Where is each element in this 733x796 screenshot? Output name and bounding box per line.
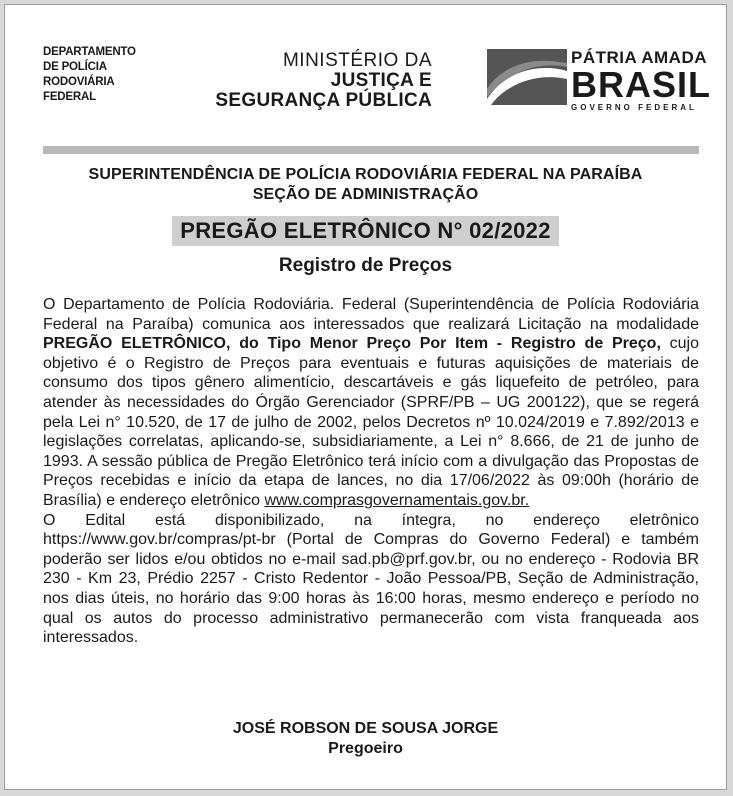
paragraph-1-intro: O Departamento de Polícia Rodoviária. Federal (Superintendência de Polícia Rodoviária Federal na Paraíba) comunica aos interessados que realizará Licitação na modalidade bbox=[43, 296, 699, 333]
ministry-line-2: JUSTIÇA E bbox=[330, 70, 432, 91]
superintendence-title: SUPERINTENDÊNCIA DE POLÍCIA RODOVIÁRIA FEDERAL NA PARAÍBA bbox=[88, 166, 643, 183]
brand-line-1: PÁTRIA AMADA bbox=[571, 48, 708, 67]
notice-heading bbox=[5, 165, 726, 277]
signatory-name: JOSÉ ROBSON DE SOUSA JORGE bbox=[232, 720, 499, 737]
ministry-name bbox=[215, 51, 432, 111]
brasil-government-logo-icon bbox=[487, 49, 567, 105]
ministry-line-1: MINISTÉRIO DA bbox=[282, 50, 432, 71]
compras-link[interactable]: www.comprasgovernamentais.gov.br. bbox=[264, 491, 530, 509]
department-name bbox=[43, 45, 136, 105]
brand-line-3: GOVERNO FEDERAL bbox=[571, 103, 697, 112]
modality-text: PREGÃO ELETRÔNICO, do Tipo Menor Preço Por Item - Registro de Preço, bbox=[43, 335, 661, 353]
notice-body bbox=[43, 295, 699, 648]
department-line: FEDERAL bbox=[43, 91, 96, 103]
signature-block bbox=[5, 719, 726, 759]
division-title: SEÇÃO DE ADMINISTRAÇÃO bbox=[252, 186, 479, 203]
department-line: RODOVIÁRIA bbox=[43, 76, 115, 88]
signatory-role: Pregoeiro bbox=[328, 740, 403, 757]
divider bbox=[43, 146, 699, 154]
ministry-line-3: SEGURANÇA PÚBLICA bbox=[215, 90, 432, 111]
document-header bbox=[5, 5, 726, 135]
brand-line-2: BRASIL bbox=[571, 64, 711, 105]
paragraph-1 bbox=[43, 295, 699, 511]
paragraph-2: O Edital está disponibilizado, na íntegra, no endereço eletrônico https://www.gov.br/compras/pt-br (Portal de Compras do Governo Federal) e também poderão ser lidos e/ou obtidos no e-mail sad.pb@prf.gov.br, ou no endereço - Rodovia BR 230 - Km 23, Prédio 2257 - Cristo Redentor - João Pessoa/PB, Seção de Administração, nos dias úteis, no horário das 9:00 horas às 16:00 horas, mesmo endereço e período no qual os autos do processo administrativo permanecerão com vista franqueada aos interessados. bbox=[43, 511, 699, 647]
notice-subtitle: Registro de Preços bbox=[278, 255, 453, 276]
department-line: DEPARTAMENTO bbox=[43, 46, 136, 58]
brand-text bbox=[571, 49, 711, 113]
document-frame bbox=[4, 4, 727, 790]
paragraph-1-details: cujo objetivo é o Registro de Preços para eventuais e futuras aquisições de materiais de consumo dos tipos gênero alimentício, descartáveis e gás liquefeito de petróleo, para atender às necessidades do Órgão Gerenciador (SPRF/PB – UG 200122), que se regerá pela Lei n° 10.520, de 17 de julho de 2002, pelos Decretos nº 10.024/2019 e 7.892/2013 e legislações correlatas, aplicando-se, subsidiariamente, a Lei n° 8.666, de 21 de junho de 1993. A sessão pública de Pregão Eletrônico terá início com a divulgação das Propostas de Preços recebidas e início da etapa de lances, no dia 17/06/2022 às 09:00h (horário de Brasília) e endereço eletrônico bbox=[43, 335, 699, 509]
department-line: DE POLÍCIA bbox=[43, 61, 107, 73]
pregao-title: PREGÃO ELETRÔNICO N° 02/2022 bbox=[172, 216, 559, 246]
